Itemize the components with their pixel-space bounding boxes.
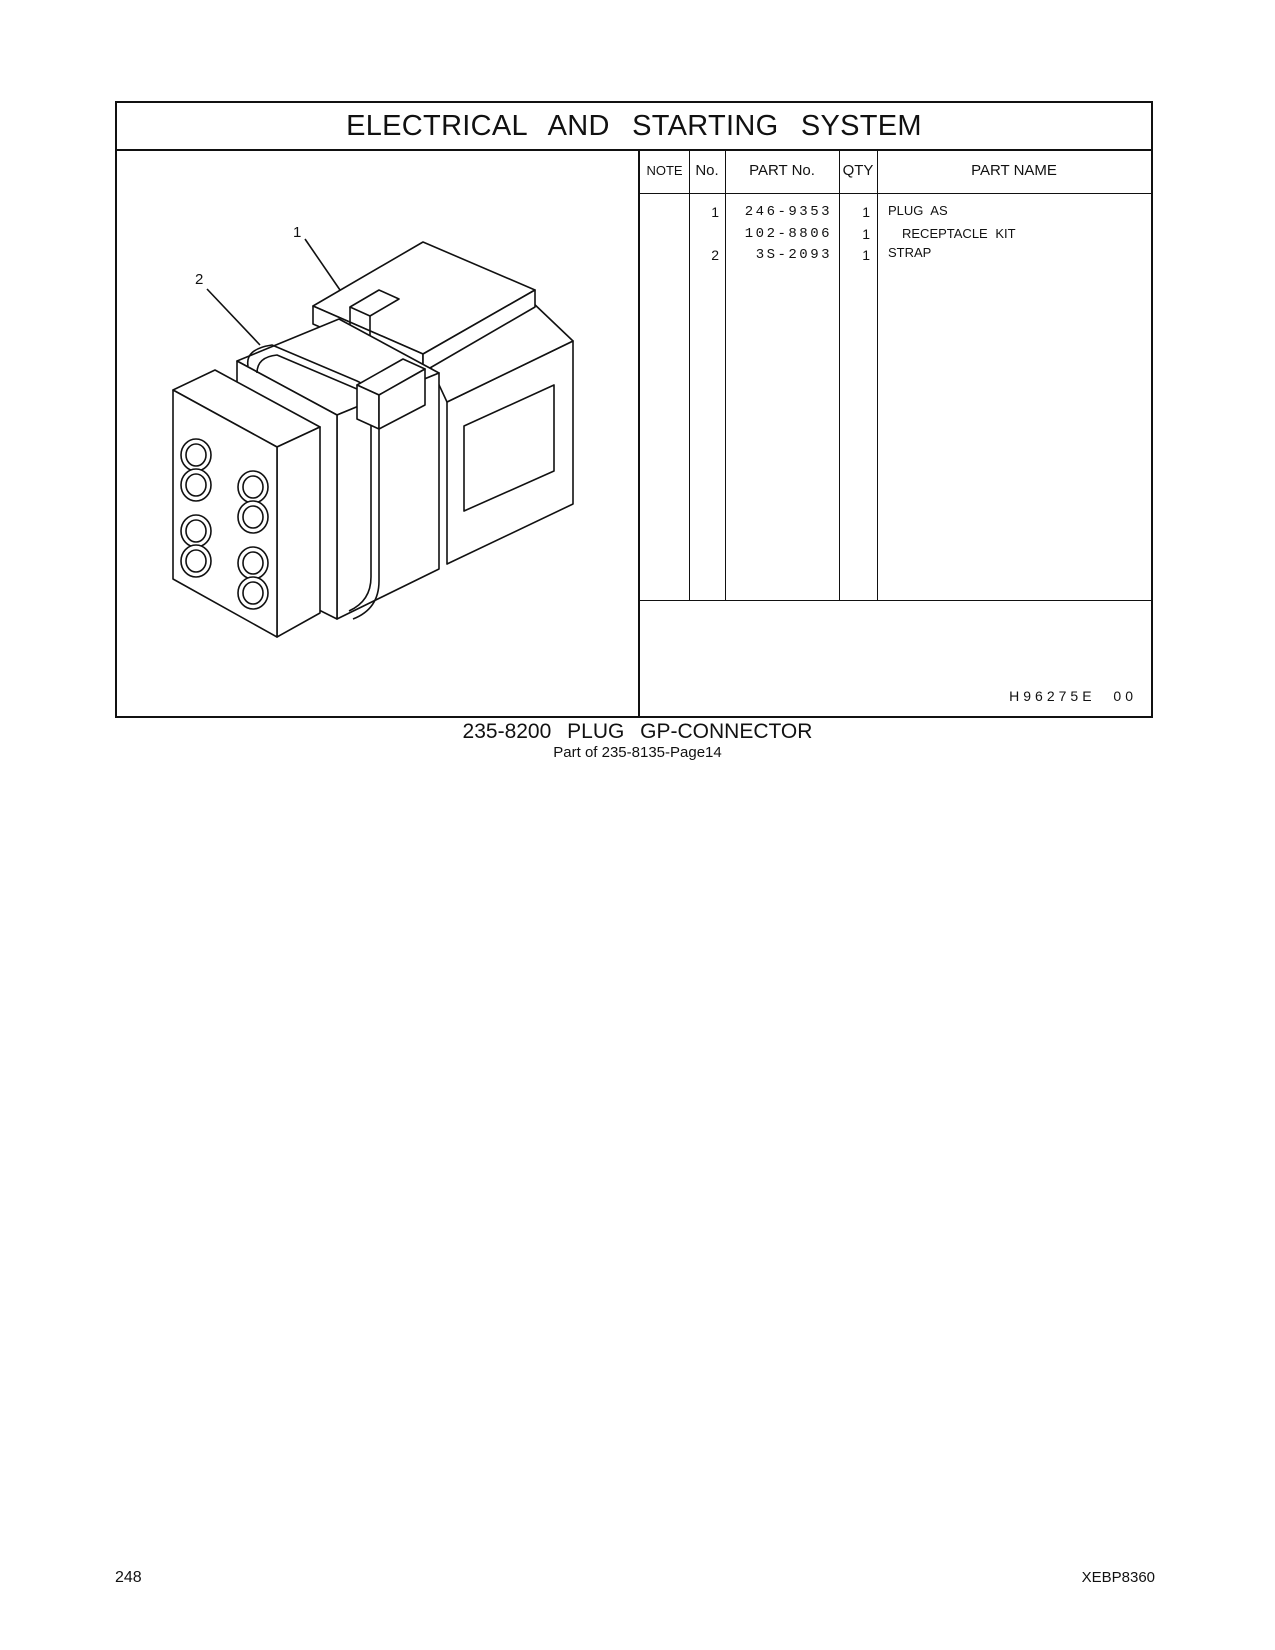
row-2-qty: 1 <box>862 226 870 242</box>
leader-2 <box>207 289 260 345</box>
header-note: NOTE <box>646 163 683 178</box>
note-column <box>640 149 690 600</box>
parts-illustration <box>117 149 640 716</box>
header-part-name: PART NAME <box>971 162 1057 179</box>
parts-table <box>640 149 1151 716</box>
document-id: XEBP8360 <box>1081 1569 1155 1586</box>
row-2-part-name: RECEPTACLE KIT <box>902 226 1016 241</box>
header-part-no: PART No. <box>749 162 815 179</box>
connector-drawing <box>117 149 638 718</box>
page-number: 248 <box>115 1569 142 1586</box>
row-3-no: 2 <box>711 247 719 263</box>
caption-main: 235-8200 PLUG GP-CONNECTOR <box>462 720 813 743</box>
figure-caption <box>0 720 1275 761</box>
row-1-part-name: PLUG AS <box>888 203 948 218</box>
callout-1-label: 1 <box>293 224 302 241</box>
row-1-part-no: 246-9353 <box>744 204 832 220</box>
row-2-part-no: 102-8806 <box>744 226 832 242</box>
parts-frame <box>115 101 1153 718</box>
face-plate-right <box>277 427 320 637</box>
caption-sub: Part of 235-8135-Page14 <box>553 744 722 761</box>
table-body-end <box>640 600 1151 601</box>
leader-1 <box>305 239 340 290</box>
page-title: ELECTRICAL AND STARTING SYSTEM <box>117 103 1151 151</box>
header-qty: QTY <box>842 162 874 179</box>
illustration-reference: H96275E 00 <box>1009 688 1137 704</box>
row-1-qty: 1 <box>862 204 870 220</box>
header-no: No. <box>695 162 719 179</box>
callout-2-label: 2 <box>195 271 204 288</box>
row-3-part-no: 3S-2093 <box>755 247 832 263</box>
row-3-qty: 1 <box>862 247 870 263</box>
row-1-no: 1 <box>711 204 719 220</box>
row-3-part-name: STRAP <box>888 245 932 260</box>
